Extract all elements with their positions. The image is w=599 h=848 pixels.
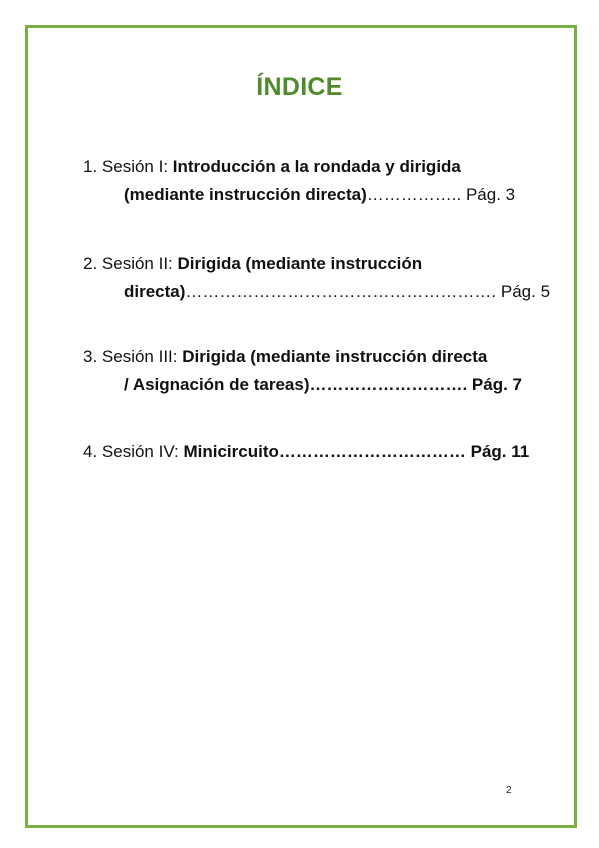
- toc-entry-prefix: 3. Sesión III:: [83, 347, 183, 366]
- toc-entry-title-cont: (mediante instrucción directa): [124, 185, 367, 204]
- toc-entry-2[interactable]: [83, 250, 550, 306]
- toc-entry-dots: ……………..: [366, 185, 462, 204]
- toc-entry-title: Dirigida (mediante instrucción: [177, 254, 423, 273]
- toc-entry-page: Pág. 3: [461, 185, 516, 204]
- toc-entry-title-cont: directa): [124, 282, 186, 301]
- page-number: 2: [506, 785, 512, 796]
- toc-entry-title-cont: / Asignación de tareas)………………………. Pág. 7: [124, 375, 523, 394]
- toc-entry-3[interactable]: [83, 343, 522, 399]
- toc-entry-prefix: 1. Sesión I:: [83, 157, 173, 176]
- page-border: [25, 25, 577, 828]
- toc-entry-4[interactable]: [83, 438, 529, 466]
- toc-entry-title: Dirigida (mediante instrucción directa: [182, 347, 488, 366]
- page-title: ÍNDICE: [256, 73, 343, 101]
- toc-entry-title: Introducción a la rondada y dirigida: [172, 157, 461, 176]
- toc-entry-1[interactable]: [83, 153, 515, 209]
- toc-entry-prefix: 4. Sesión IV:: [83, 442, 184, 461]
- toc-entry-dots: ……………………………………………….: [185, 282, 497, 301]
- toc-entry-title: Minicircuito…………………………… Pág. 11: [183, 442, 530, 461]
- toc-entry-page: Pág. 5: [496, 282, 551, 301]
- toc-entry-prefix: 2. Sesión II:: [83, 254, 178, 273]
